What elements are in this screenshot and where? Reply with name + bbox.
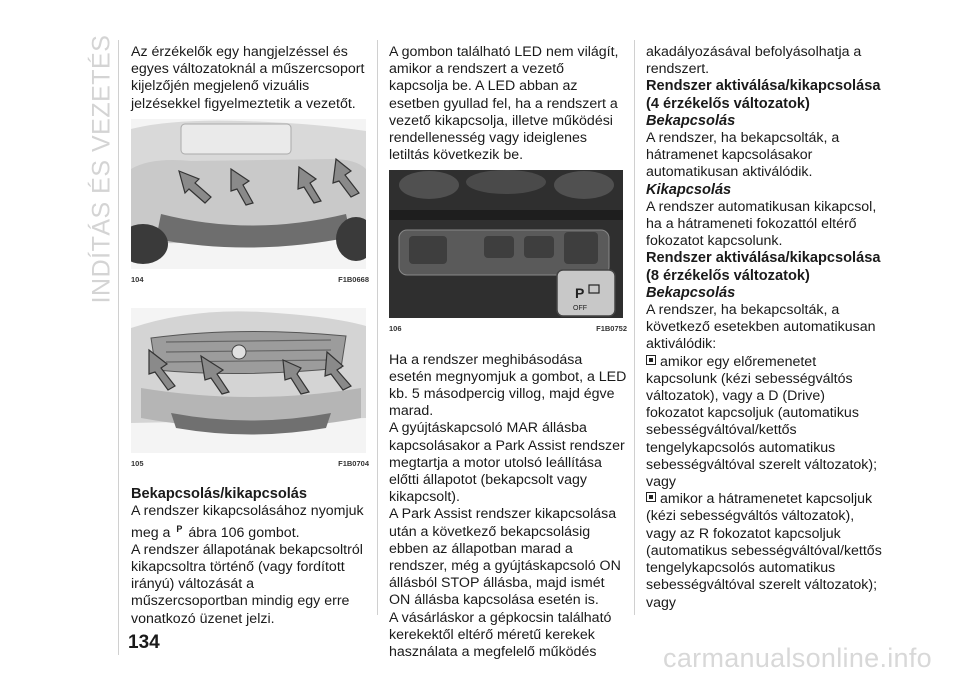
col2-paragraph-4: A vásárláskor a gépkocsin található kerekektől eltérő méretű kerekek használata a megfelelő működés [389,609,612,661]
col3-intro: akadályozásával befolyásolhatja a rendszert. [646,44,862,78]
col1-paragraph-2: A rendszer állapotának bekapcsoltról kikapcsoltra történő (vagy fordított irányú) változását a műszercsoportban mindig egy erre vonatkozó üzenet jelzi. [131,541,363,627]
side-divider [118,40,119,655]
figure-106-photo [389,170,623,318]
col3-h2-paragraph-1: A rendszer, ha bekapcsolták, a következő esetekben automatikusan aktiválódik: [646,302,876,353]
or-text-2: vagy [646,594,676,611]
col1-p1-text-a: A rendszer kikapcsolásához nyomjuk meg a [131,503,364,541]
col2-intro: A gombon található LED nem világít, amikor a rendszert a vezető kapcsolja be. A LED abban az esetben gyullad fel, ha a rendszert a vezető kikapcsolja, illetve működési rendellenesség vagy ideiglenes letiltás következik be. [389,44,619,164]
figure-105 [131,308,369,472]
bullet-item-2-text: amikor a hátramenetet kapcsoljuk (kézi sebességváltós változatok), vagy az R fokozatot kapcsoljuk (automatikus sebességváltóval/kettős tengelykapcsolós automatikus sebességváltóval szerelt változatok); [646,491,882,594]
col1-intro: Az érzékelők egy hangjelzéssel és egyes változatoknál a műszercsoport kijelzőjén megjelenő vizuális jelzésekkel figyelmeztetik a vezetőt. [131,44,365,112]
subheading-kikapcsolas: Kikapcsolás [646,181,732,198]
off-label: OFF [573,305,587,313]
svg-text:P: P [575,285,585,302]
subheading-bekapcsolas-1: Bekapcsolás [646,112,736,129]
figure-106-number: 106 [389,324,402,334]
park-assist-icon: P [176,523,183,534]
bullet-item-2 [646,491,886,594]
figure-106-caption [389,320,627,337]
col3-h1-paragraph-1: A rendszer, ha bekapcsolták, a hátramenet kapcsolásakor automatikusan aktiválódik. [646,130,840,181]
figure-104-number: 104 [131,274,144,284]
bullet-icon [646,355,656,365]
figure-105-number: 105 [131,459,144,469]
col2-paragraph-2: A gyújtáskapcsoló MAR állásba kapcsolásakor a Park Assist rendszer megtartja a motor utolsó leállítása előtti állapotot (bekapcsolt vagy kikapcsolt). [389,420,625,506]
bullet-item-1 [646,354,886,474]
col2-paragraph-1: Ha a rendszer meghibásodása esetén megnyomjuk a gombot, a LED kb. 5 másodpercig villog, majd égve marad. [389,351,627,420]
subheading-bekapcsolas-2: Bekapcsolás [646,284,736,301]
col2-paragraph-3: A Park Assist rendszer kikapcsolása után a következő bekapcsolásig ebben az állapotban marad a rendszer, még a gyújtáskapcsoló ON állásból STOP állásba, majd ismét ON állásba kapcsolása esetén is. [389,506,621,609]
col1-p1-text-b: ábra 106 gombot. [188,524,300,541]
figure-104-caption [131,271,369,288]
dashboard-button-illustration [389,170,623,318]
column-1 [131,44,369,628]
or-text-1: vagy [646,474,676,491]
section-title-text: INDÍTÁS ÉS VEZETÉS [87,34,116,304]
heading-bekapcsolas-kikapcsolas: Bekapcsolás/kikapcsolás [131,486,308,503]
watermark: carmanualsonline.info [663,643,932,673]
figure-106-code: F1B0752 [596,324,627,334]
rear-bumper-illustration [131,119,366,269]
page-number: 134 [128,632,160,653]
heading-8-sensor: Rendszer aktiválása/kikapcsolása (8 érzékelős változatok) [646,250,881,284]
column-divider-1 [377,40,378,615]
figure-105-code: F1B0704 [338,459,369,469]
figure-104 [131,119,369,288]
column-divider-2 [634,40,635,615]
figure-104-photo [131,119,366,269]
column-2 [389,44,627,661]
col3-h1-paragraph-2: A rendszer automatikusan kikapcsol, ha a hátrameneti fokozattól eltérő fokozatot kapcsolunk. [646,198,877,250]
bullet-item-1-text: amikor egy előremenetet kapcsolunk (kézi sebességváltós változatok), vagy a D (Drive) fokozatot kapcsoljuk (automatikus sebességváltóval/kettős tengelykapcsolós automatikus sebességváltóval szerelt változatok); [646,353,878,473]
bullet-icon [646,492,656,502]
column-3 [646,44,886,612]
figure-105-photo [131,308,366,453]
figure-104-code: F1B0668 [338,274,369,284]
col1-paragraph-1 [131,503,369,541]
heading-4-sensor: Rendszer aktiválása/kikapcsolása (4 érzékelős változatok) [646,78,881,112]
figure-106 [389,170,627,337]
front-bumper-illustration [131,308,366,453]
figure-105-caption [131,455,369,472]
section-side-title [84,34,120,304]
